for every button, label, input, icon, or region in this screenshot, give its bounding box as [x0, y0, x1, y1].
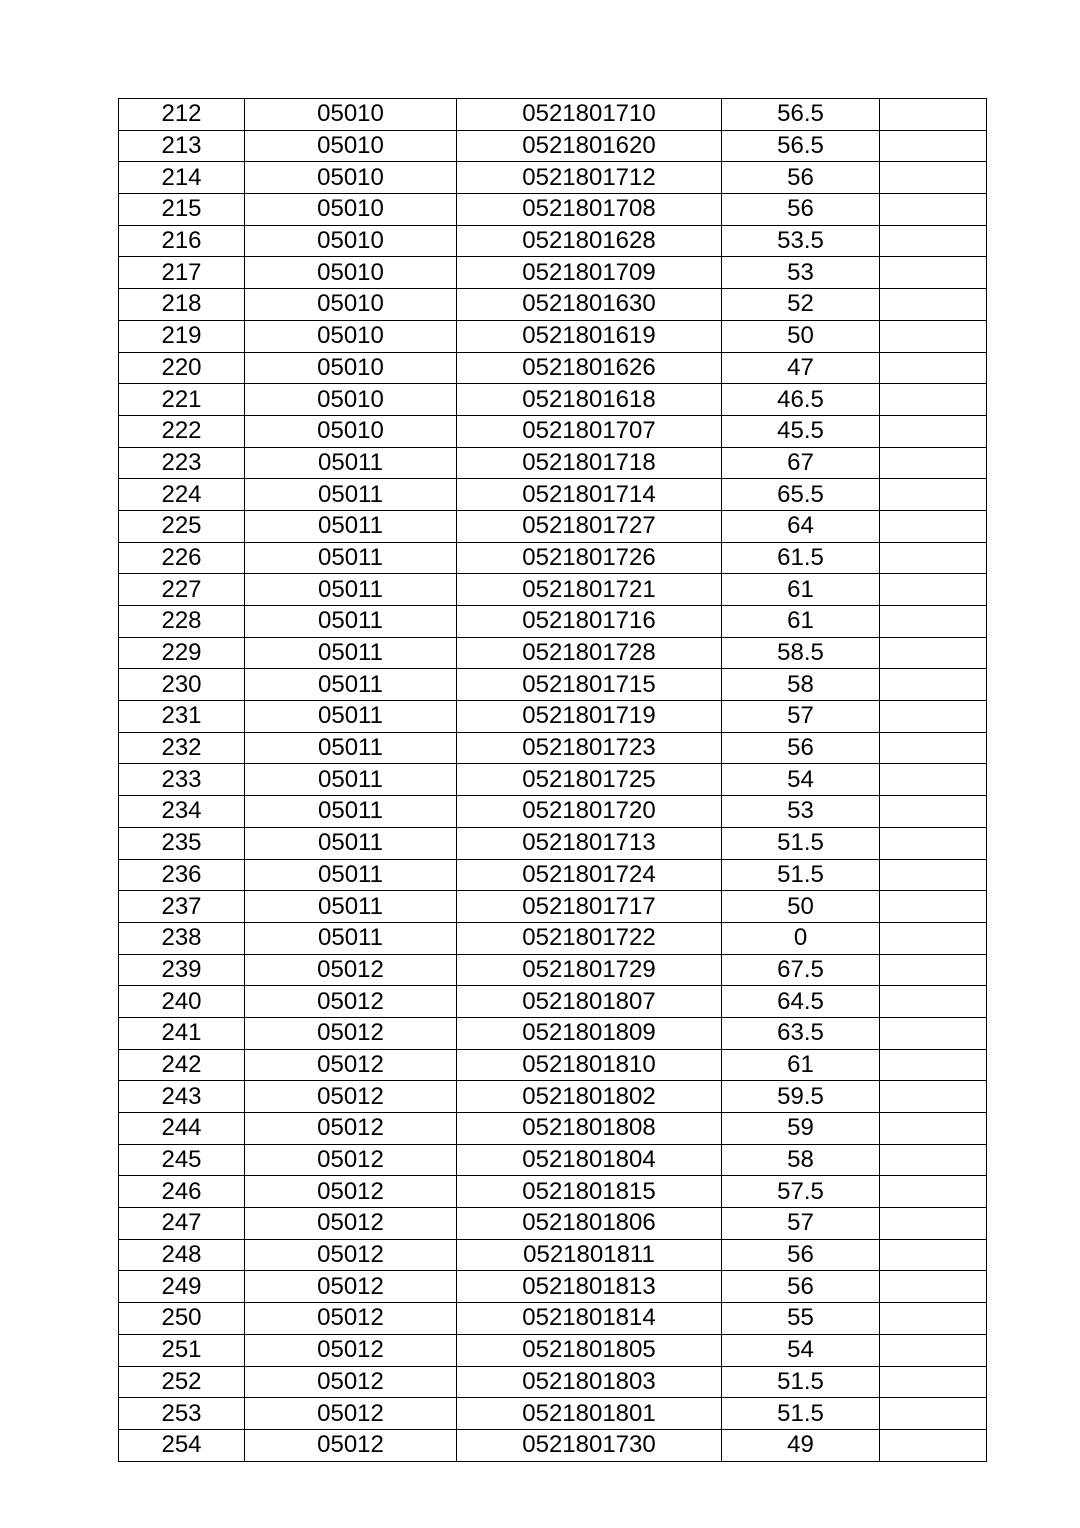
remark-cell — [880, 1271, 987, 1303]
table-row — [119, 637, 987, 669]
group-code-cell: 05012 — [245, 1239, 457, 1271]
group-code-cell: 05011 — [245, 447, 457, 479]
row-number-cell: 227 — [119, 574, 245, 606]
group-code-cell: 05010 — [245, 99, 457, 131]
row-number-cell: 235 — [119, 827, 245, 859]
table-row — [119, 194, 987, 226]
table-row — [119, 257, 987, 289]
exam-id-cell: 0521801714 — [457, 479, 722, 511]
exam-id-cell: 0521801801 — [457, 1398, 722, 1430]
row-number-cell: 237 — [119, 891, 245, 923]
table-row — [119, 352, 987, 384]
table-row — [119, 986, 987, 1018]
exam-id-cell: 0521801807 — [457, 986, 722, 1018]
score-cell: 57.5 — [722, 1176, 880, 1208]
score-cell: 54 — [722, 764, 880, 796]
table-row — [119, 1208, 987, 1240]
group-code-cell: 05012 — [245, 1017, 457, 1049]
exam-id-cell: 0521801720 — [457, 796, 722, 828]
row-number-cell: 230 — [119, 669, 245, 701]
exam-id-cell: 0521801806 — [457, 1208, 722, 1240]
remark-cell — [880, 257, 987, 289]
table-row — [119, 1429, 987, 1461]
exam-id-cell: 0521801805 — [457, 1334, 722, 1366]
row-number-cell: 238 — [119, 922, 245, 954]
exam-id-cell: 0521801729 — [457, 954, 722, 986]
table-row — [119, 162, 987, 194]
row-number-cell: 243 — [119, 1081, 245, 1113]
group-code-cell: 05010 — [245, 320, 457, 352]
score-cell: 67.5 — [722, 954, 880, 986]
group-code-cell: 05012 — [245, 1429, 457, 1461]
row-number-cell: 222 — [119, 415, 245, 447]
group-code-cell: 05011 — [245, 479, 457, 511]
table-row — [119, 384, 987, 416]
score-cell: 46.5 — [722, 384, 880, 416]
remark-cell — [880, 986, 987, 1018]
row-number-cell: 218 — [119, 289, 245, 321]
remark-cell — [880, 637, 987, 669]
score-cell: 55 — [722, 1303, 880, 1335]
exam-id-cell: 0521801721 — [457, 574, 722, 606]
score-cell: 50 — [722, 891, 880, 923]
remark-cell — [880, 606, 987, 638]
remark-cell — [880, 764, 987, 796]
exam-id-cell: 0521801809 — [457, 1017, 722, 1049]
score-cell: 61 — [722, 574, 880, 606]
exam-id-cell: 0521801727 — [457, 510, 722, 542]
row-number-cell: 249 — [119, 1271, 245, 1303]
row-number-cell: 233 — [119, 764, 245, 796]
table-row — [119, 827, 987, 859]
row-number-cell: 244 — [119, 1113, 245, 1145]
group-code-cell: 05012 — [245, 1176, 457, 1208]
table-row — [119, 1398, 987, 1430]
score-cell: 51.5 — [722, 1366, 880, 1398]
remark-cell — [880, 574, 987, 606]
remark-cell — [880, 1303, 987, 1335]
row-number-cell: 248 — [119, 1239, 245, 1271]
row-number-cell: 241 — [119, 1017, 245, 1049]
group-code-cell: 05011 — [245, 669, 457, 701]
table-row — [119, 1144, 987, 1176]
exam-id-cell: 0521801708 — [457, 194, 722, 226]
row-number-cell: 212 — [119, 99, 245, 131]
remark-cell — [880, 1366, 987, 1398]
remark-cell — [880, 162, 987, 194]
group-code-cell: 05012 — [245, 1398, 457, 1430]
row-number-cell: 251 — [119, 1334, 245, 1366]
score-cell: 65.5 — [722, 479, 880, 511]
score-cell: 67 — [722, 447, 880, 479]
group-code-cell: 05011 — [245, 891, 457, 923]
exam-id-cell: 0521801808 — [457, 1113, 722, 1145]
row-number-cell: 220 — [119, 352, 245, 384]
remark-cell — [880, 447, 987, 479]
remark-cell — [880, 859, 987, 891]
group-code-cell: 05010 — [245, 289, 457, 321]
row-number-cell: 232 — [119, 732, 245, 764]
table-row — [119, 606, 987, 638]
score-cell: 64.5 — [722, 986, 880, 1018]
remark-cell — [880, 1398, 987, 1430]
exam-id-cell: 0521801811 — [457, 1239, 722, 1271]
score-cell: 47 — [722, 352, 880, 384]
remark-cell — [880, 320, 987, 352]
exam-id-cell: 0521801618 — [457, 384, 722, 416]
score-cell: 64 — [722, 510, 880, 542]
score-cell: 50 — [722, 320, 880, 352]
exam-id-cell: 0521801619 — [457, 320, 722, 352]
row-number-cell: 236 — [119, 859, 245, 891]
row-number-cell: 234 — [119, 796, 245, 828]
row-number-cell: 231 — [119, 701, 245, 733]
table-row — [119, 574, 987, 606]
score-cell: 56 — [722, 732, 880, 764]
score-cell: 59.5 — [722, 1081, 880, 1113]
row-number-cell: 223 — [119, 447, 245, 479]
group-code-cell: 05011 — [245, 796, 457, 828]
group-code-cell: 05011 — [245, 701, 457, 733]
remark-cell — [880, 289, 987, 321]
exam-id-cell: 0521801814 — [457, 1303, 722, 1335]
group-code-cell: 05011 — [245, 922, 457, 954]
remark-cell — [880, 99, 987, 131]
remark-cell — [880, 732, 987, 764]
table-row — [119, 479, 987, 511]
table-row — [119, 1271, 987, 1303]
group-code-cell: 05012 — [245, 1081, 457, 1113]
score-cell: 56 — [722, 162, 880, 194]
remark-cell — [880, 1208, 987, 1240]
group-code-cell: 05012 — [245, 1144, 457, 1176]
exam-id-cell: 0521801628 — [457, 225, 722, 257]
group-code-cell: 05012 — [245, 986, 457, 1018]
score-cell: 59 — [722, 1113, 880, 1145]
exam-id-cell: 0521801803 — [457, 1366, 722, 1398]
group-code-cell: 05011 — [245, 859, 457, 891]
remark-cell — [880, 827, 987, 859]
score-cell: 51.5 — [722, 859, 880, 891]
table-row — [119, 954, 987, 986]
table-row — [119, 1017, 987, 1049]
row-number-cell: 250 — [119, 1303, 245, 1335]
remark-cell — [880, 415, 987, 447]
exam-id-cell: 0521801709 — [457, 257, 722, 289]
remark-cell — [880, 669, 987, 701]
row-number-cell: 229 — [119, 637, 245, 669]
exam-id-cell: 0521801620 — [457, 130, 722, 162]
exam-id-cell: 0521801626 — [457, 352, 722, 384]
table-row — [119, 510, 987, 542]
row-number-cell: 245 — [119, 1144, 245, 1176]
group-code-cell: 05010 — [245, 257, 457, 289]
remark-cell — [880, 194, 987, 226]
score-cell: 54 — [722, 1334, 880, 1366]
score-cell: 58 — [722, 669, 880, 701]
table-row — [119, 542, 987, 574]
group-code-cell: 05012 — [245, 1303, 457, 1335]
exam-id-cell: 0521801713 — [457, 827, 722, 859]
remark-cell — [880, 1049, 987, 1081]
group-code-cell: 05011 — [245, 574, 457, 606]
score-cell: 53.5 — [722, 225, 880, 257]
group-code-cell: 05012 — [245, 1049, 457, 1081]
table-row — [119, 922, 987, 954]
group-code-cell: 05012 — [245, 1271, 457, 1303]
score-cell: 49 — [722, 1429, 880, 1461]
row-number-cell: 221 — [119, 384, 245, 416]
group-code-cell: 05011 — [245, 637, 457, 669]
score-cell: 63.5 — [722, 1017, 880, 1049]
group-code-cell: 05010 — [245, 384, 457, 416]
score-table — [118, 98, 987, 1462]
row-number-cell: 253 — [119, 1398, 245, 1430]
score-cell: 58.5 — [722, 637, 880, 669]
row-number-cell: 226 — [119, 542, 245, 574]
table-row — [119, 1081, 987, 1113]
row-number-cell: 213 — [119, 130, 245, 162]
score-cell: 51.5 — [722, 1398, 880, 1430]
exam-id-cell: 0521801730 — [457, 1429, 722, 1461]
score-cell: 57 — [722, 701, 880, 733]
table-row — [119, 1113, 987, 1145]
table-row — [119, 320, 987, 352]
row-number-cell: 214 — [119, 162, 245, 194]
remark-cell — [880, 1239, 987, 1271]
remark-cell — [880, 479, 987, 511]
exam-id-cell: 0521801802 — [457, 1081, 722, 1113]
score-cell: 53 — [722, 796, 880, 828]
group-code-cell: 05010 — [245, 352, 457, 384]
remark-cell — [880, 922, 987, 954]
exam-id-cell: 0521801726 — [457, 542, 722, 574]
row-number-cell: 247 — [119, 1208, 245, 1240]
score-cell: 61 — [722, 1049, 880, 1081]
exam-id-cell: 0521801707 — [457, 415, 722, 447]
group-code-cell: 05011 — [245, 542, 457, 574]
table-row — [119, 1239, 987, 1271]
group-code-cell: 05011 — [245, 827, 457, 859]
remark-cell — [880, 1113, 987, 1145]
table-row — [119, 130, 987, 162]
exam-id-cell: 0521801722 — [457, 922, 722, 954]
table-row — [119, 1176, 987, 1208]
row-number-cell: 225 — [119, 510, 245, 542]
group-code-cell: 05012 — [245, 1113, 457, 1145]
table-row — [119, 1303, 987, 1335]
row-number-cell: 215 — [119, 194, 245, 226]
score-cell: 57 — [722, 1208, 880, 1240]
remark-cell — [880, 954, 987, 986]
score-table-body — [119, 99, 987, 1462]
table-row — [119, 289, 987, 321]
score-cell: 56 — [722, 194, 880, 226]
exam-id-cell: 0521801728 — [457, 637, 722, 669]
table-row — [119, 701, 987, 733]
table-row — [119, 415, 987, 447]
row-number-cell: 219 — [119, 320, 245, 352]
group-code-cell: 05011 — [245, 606, 457, 638]
remark-cell — [880, 510, 987, 542]
table-row — [119, 796, 987, 828]
remark-cell — [880, 1334, 987, 1366]
remark-cell — [880, 1144, 987, 1176]
group-code-cell: 05012 — [245, 1334, 457, 1366]
exam-id-cell: 0521801719 — [457, 701, 722, 733]
score-cell: 56.5 — [722, 99, 880, 131]
exam-id-cell: 0521801813 — [457, 1271, 722, 1303]
exam-id-cell: 0521801804 — [457, 1144, 722, 1176]
table-row — [119, 225, 987, 257]
remark-cell — [880, 1429, 987, 1461]
score-cell: 53 — [722, 257, 880, 289]
row-number-cell: 252 — [119, 1366, 245, 1398]
table-row — [119, 891, 987, 923]
group-code-cell: 05011 — [245, 764, 457, 796]
table-row — [119, 764, 987, 796]
exam-id-cell: 0521801724 — [457, 859, 722, 891]
exam-id-cell: 0521801712 — [457, 162, 722, 194]
group-code-cell: 05012 — [245, 1208, 457, 1240]
row-number-cell: 246 — [119, 1176, 245, 1208]
exam-id-cell: 0521801815 — [457, 1176, 722, 1208]
exam-id-cell: 0521801715 — [457, 669, 722, 701]
row-number-cell: 240 — [119, 986, 245, 1018]
table-row — [119, 1366, 987, 1398]
remark-cell — [880, 1176, 987, 1208]
exam-id-cell: 0521801710 — [457, 99, 722, 131]
group-code-cell: 05010 — [245, 415, 457, 447]
remark-cell — [880, 225, 987, 257]
exam-id-cell: 0521801717 — [457, 891, 722, 923]
exam-id-cell: 0521801725 — [457, 764, 722, 796]
remark-cell — [880, 1017, 987, 1049]
score-cell: 51.5 — [722, 827, 880, 859]
score-cell: 56 — [722, 1239, 880, 1271]
score-cell: 61 — [722, 606, 880, 638]
remark-cell — [880, 352, 987, 384]
score-cell: 0 — [722, 922, 880, 954]
remark-cell — [880, 796, 987, 828]
row-number-cell: 242 — [119, 1049, 245, 1081]
row-number-cell: 239 — [119, 954, 245, 986]
remark-cell — [880, 891, 987, 923]
group-code-cell: 05011 — [245, 732, 457, 764]
score-cell: 56.5 — [722, 130, 880, 162]
group-code-cell: 05010 — [245, 130, 457, 162]
score-cell: 56 — [722, 1271, 880, 1303]
exam-id-cell: 0521801718 — [457, 447, 722, 479]
group-code-cell: 05010 — [245, 194, 457, 226]
remark-cell — [880, 1081, 987, 1113]
score-cell: 45.5 — [722, 415, 880, 447]
group-code-cell: 05010 — [245, 162, 457, 194]
group-code-cell: 05012 — [245, 954, 457, 986]
exam-id-cell: 0521801723 — [457, 732, 722, 764]
table-row — [119, 447, 987, 479]
table-row — [119, 1334, 987, 1366]
remark-cell — [880, 130, 987, 162]
remark-cell — [880, 542, 987, 574]
remark-cell — [880, 701, 987, 733]
row-number-cell: 224 — [119, 479, 245, 511]
table-row — [119, 99, 987, 131]
row-number-cell: 254 — [119, 1429, 245, 1461]
group-code-cell: 05010 — [245, 225, 457, 257]
exam-id-cell: 0521801716 — [457, 606, 722, 638]
group-code-cell: 05012 — [245, 1366, 457, 1398]
row-number-cell: 216 — [119, 225, 245, 257]
row-number-cell: 228 — [119, 606, 245, 638]
table-row — [119, 1049, 987, 1081]
exam-id-cell: 0521801810 — [457, 1049, 722, 1081]
exam-id-cell: 0521801630 — [457, 289, 722, 321]
row-number-cell: 217 — [119, 257, 245, 289]
score-cell: 61.5 — [722, 542, 880, 574]
table-row — [119, 859, 987, 891]
score-cell: 58 — [722, 1144, 880, 1176]
group-code-cell: 05011 — [245, 510, 457, 542]
remark-cell — [880, 384, 987, 416]
table-row — [119, 669, 987, 701]
score-cell: 52 — [722, 289, 880, 321]
table-row — [119, 732, 987, 764]
